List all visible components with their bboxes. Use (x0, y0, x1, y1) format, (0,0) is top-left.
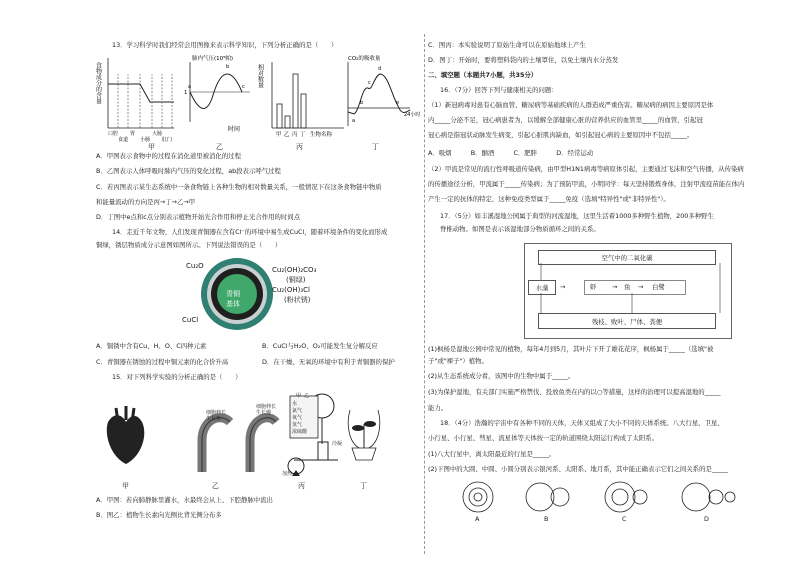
q18-choice-a-label: A (475, 515, 480, 523)
ecosystem-arrows (524, 243, 730, 337)
bing-xcat-2: 丙 (292, 132, 298, 138)
jia-caption: 甲 (148, 143, 155, 151)
q13-chart-ding (340, 52, 424, 132)
core-label-2: 基体 (226, 300, 240, 308)
yi-xlabel: 时间 (228, 126, 241, 133)
bing-label-o2: 氧气 (292, 415, 303, 421)
q17-line-4: (3)为保护湿地，有关部门实施严格禁伐、投放鱼类在内的以○等措施，这样的治理可以提高湿地的_____ (428, 388, 721, 396)
bing-xlabel: 生物名称 (310, 132, 333, 138)
q13-chart-bing (258, 54, 346, 146)
bing-label-cl2: 氯气 (292, 408, 303, 414)
node-fish: 鱼 (624, 283, 631, 291)
jia-xcat-5: 肛门 (162, 137, 173, 143)
core-label-1: 青铜 (226, 290, 240, 298)
node-egret: 白鹭 (652, 283, 665, 291)
jia-xcat-2: 胃 (130, 131, 136, 137)
q17-line-1: (1)枫杨是湿地公园中常见的植物，每年4月到5月，其叶片下开了雄花花序，枫杨属于_____（选填"被 (428, 345, 714, 353)
node-air-co2: 空气中的二氧化碳 (538, 250, 716, 265)
bing-xcat-3: 丁 (300, 132, 306, 138)
q13-option-c-cont: 和能量流动的方向是丙→丁→乙→甲 (96, 198, 196, 206)
q17-line-3: (2)从生态系统成分看，该图中的生物中属于_____。 (428, 372, 575, 380)
label-outer-3: Cu₂(OH)₃Cl (272, 286, 311, 294)
bing-label-cond: 冷凝 (332, 441, 343, 447)
yi-value: 1 (184, 90, 188, 96)
node-shrimp: 虾 (590, 283, 597, 291)
q13-option-c: C．若丙图表示某生态系统中一条食物链上各种生物的相对数量关系，一般情况下在这条食物链中物质 (96, 183, 382, 191)
jia-xcat-3: 小肠 (140, 137, 151, 143)
q15-option-b: B．图乙：植物生长素向光侧比背光侧分布多 (96, 511, 222, 519)
q16-options: A．吸烟 B．酗酒 C．肥胖 D．经常运动 (428, 149, 594, 157)
label-outer-2: (铜绿) (286, 276, 306, 284)
jia-xcat-0: 口腔 (108, 131, 119, 137)
bing-caption: 丙 (296, 143, 303, 151)
label-cu2o: Cu₂O (186, 262, 204, 270)
ding-ylabel: CO₂的吸收量 (348, 56, 381, 62)
q16-p1-line-2: 内_____分泌不足，冠心病患者为，以缓解全部健康心脏的营养供应的血管里_____的血管，引起冠 (428, 116, 703, 124)
q14-stem-1: 14．走近千年文物，人们发现青铜器在含有Cl⁻的环境中易生成CuCl，随着环境条件的变化而形成 (112, 228, 388, 236)
bing-bar-0 (277, 104, 282, 128)
ding-caption: 丁 (372, 143, 379, 151)
label-outer-1: Cu₂(OH)₂CO₃ (272, 266, 317, 274)
q18-choice-b-diagram (524, 480, 572, 514)
q13-option-b: B．乙图表示人体呼吸时肺内气压的变化过程，ab段表示呼气过程 (96, 167, 281, 175)
label-outer-4: (粉状锈) (284, 296, 311, 304)
bing-xcat-0: 甲 (276, 132, 282, 138)
q13-chart-jia (96, 54, 176, 146)
q13-stem: 13．学习科学时我们经常会用图像来表示科学知识，下列分析正确的是（ ） (112, 41, 338, 49)
node-algae: 水藻 (528, 280, 556, 295)
q13-chart-yi (182, 52, 252, 132)
q15-caption-bing: 丙 (298, 482, 305, 490)
q15-heart-image (100, 404, 150, 466)
q18-choice-d-diagram (680, 480, 738, 514)
ding-xmark: 24小时 (404, 112, 421, 118)
bing-bar-3 (301, 94, 306, 128)
q15-caption-ding: 丁 (360, 482, 367, 490)
yi-caption: 乙 (216, 143, 223, 151)
bing-label-acid: 浓硫酸 (292, 429, 308, 435)
q18-choice-d-label: D (704, 515, 709, 523)
label-cucl: CuCl (182, 316, 199, 324)
q18-question-2: (2)下图中的大圆、中圆、小圆分别表示银河系、太阳系、地月系，其中能正确表示它们之间关系的是_____ (428, 465, 728, 473)
yi-point-c: c (242, 84, 245, 90)
q18-stem-1: 18．（4分）浩瀚的宇宙中有各种不同的天体，天体又组成了大小不同的天体系统。八大行星、卫星、 (440, 419, 724, 427)
ding-point-c: c (368, 80, 371, 86)
arrow-2: → (638, 283, 644, 291)
ding-point-e: e (396, 100, 400, 106)
q17-stem-1: 17．（5分）如丰溪湿地公园属于典型的河流湿地，这里生活着1000多种野生植物，200多种野生 (440, 212, 714, 220)
q15-option-a: A．甲图：若向肺静脉里灌水，水最终会从上、下腔静脉中流出 (96, 496, 273, 504)
bing-xcat-1: 乙 (284, 132, 290, 138)
q17-line-5: 能力。 (428, 404, 448, 412)
bing-label-water: 水 (292, 401, 298, 407)
q16-p2-line-2: 的传播途径分析，甲流属于_____传染病；为了预防甲流，小明同学：每天坚持锻炼身体，注射甲流疫苗能在体内 (428, 180, 745, 188)
jia-xcat-1: 食道 (118, 137, 129, 143)
yi-ylabel: 肺内气压(10⁵帕) (192, 56, 233, 62)
q16-p1-line-3: 冠心病是指冠状动脉发生病变，引起心脏肌肉缺血，如引起冠心病的主要原因中不包括_____。 (428, 131, 694, 139)
bing-bar-1 (285, 116, 290, 128)
q15-caption-yi: 乙 (212, 482, 219, 490)
q15-stem: 15．对下列科学实验的分析正确的是（ ） (112, 373, 242, 381)
bing-label-h2: 氢气 (292, 422, 303, 428)
arrow-1: → (612, 283, 618, 291)
q17-stem-2: 脊椎动物。如图是表示该湿地部分物质循环之间的关系。 (440, 225, 600, 233)
q18-choice-b-label: B (544, 515, 549, 523)
q16-p2-line-1: （2）甲流是常见的流行性呼吸道传染病，由甲型H1N1病毒等病原体引起，主要通过飞沫和空气传播，从传染病 (428, 165, 744, 173)
jia-ylabel: 食物成分的含量 (94, 62, 102, 104)
q13-option-a: A．甲图表示食物中的过程在消化道里被消化的过程 (96, 152, 241, 160)
node-residue: 残枝、败叶、尸体、粪便 (538, 313, 716, 329)
q15-option-d: D．图丁：开始时，要将塑料袋内的土壤罩住，以免土壤内水分蒸发 (428, 56, 619, 64)
q16-p1-line-1: （1）新冠病毒对患有心脑血管、糖尿病等基础疾病的人群造成严重伤害。糖尿病的病因主要原因是体 (428, 101, 714, 109)
q17-line-2: 子"或"裸子"）植物。 (428, 357, 488, 365)
yi-label-fast: 细胞伸长生长快 (206, 410, 227, 422)
q16-stem: 16．（7分）回答下列与健康相关的问题： (440, 86, 558, 94)
q14-option-c: C．青铜器在锈蚀的过程中铜元素的化合价升高 (96, 358, 229, 366)
q15-option-c: C．图丙：本实验说明了原始生命可以在原始地球上产生 (428, 41, 586, 49)
q18-stem-2: 小行星、小行星、彗星、流星体等天体按一定的轨道围绕太阳运行构成了太阳系。 (428, 434, 659, 442)
q14-option-d: D．在干燥、无氧的环境中有利于青铜器的保护 (262, 358, 395, 366)
yi-point-a: a (188, 84, 192, 90)
ding-point-d: d (378, 66, 382, 72)
yi-label-slow: 细胞伸长生长慢 (256, 404, 277, 416)
bing-bar-2 (293, 74, 298, 128)
bing-label-heat: 加热 (282, 471, 293, 477)
q18-choice-a-diagram (458, 480, 498, 514)
q13-option-d: D．丁图中e点和c点分别表示植物开始光合作用和停止光合作用的时间点 (96, 213, 301, 221)
q14-option-a: A．铜锈中含有Cu、H、O、C四种元素 (96, 342, 207, 350)
q18-choice-c-diagram (602, 480, 650, 514)
jia-gridlines (118, 74, 172, 128)
condenser (318, 442, 328, 460)
q14-option-b: B．CuCl与H₂O、O₂可能发生复分解反应 (262, 342, 378, 350)
bing-ylabel: 相对数量 (256, 64, 264, 88)
arrow-algae-shrimp: → (560, 283, 566, 291)
yi-point-b: b (226, 64, 230, 70)
jia-xcat-4: 大肠 (152, 131, 163, 137)
q15-plant-bag-image (342, 404, 386, 460)
yi-curve (190, 74, 242, 109)
q15-miller-apparatus-image (268, 388, 348, 478)
q16-p2-line-3: 产生一定的抗体的特定，这种免疫类型属于_____免疫（选填"特异性"或"非特异性"）。 (428, 195, 670, 203)
q15-caption-jia: 甲 (122, 482, 129, 490)
ding-point-b: b (360, 100, 364, 106)
bing-label-jia: 甲 (296, 393, 302, 399)
section-2-title: 二、填空题（本题共7小题，共35分） (428, 71, 538, 79)
bing-label-yi: 乙 (304, 393, 310, 399)
q18-question-1: (1)八大行星中，离太阳最近的行星是_____。 (428, 450, 556, 458)
q18-choice-c-label: C (622, 515, 627, 523)
q14-stem-2: 铜绿，锈层物质成分示意图如图所示。下列说法错误的是（ ） (96, 241, 282, 249)
ding-point-a: a (352, 118, 356, 124)
